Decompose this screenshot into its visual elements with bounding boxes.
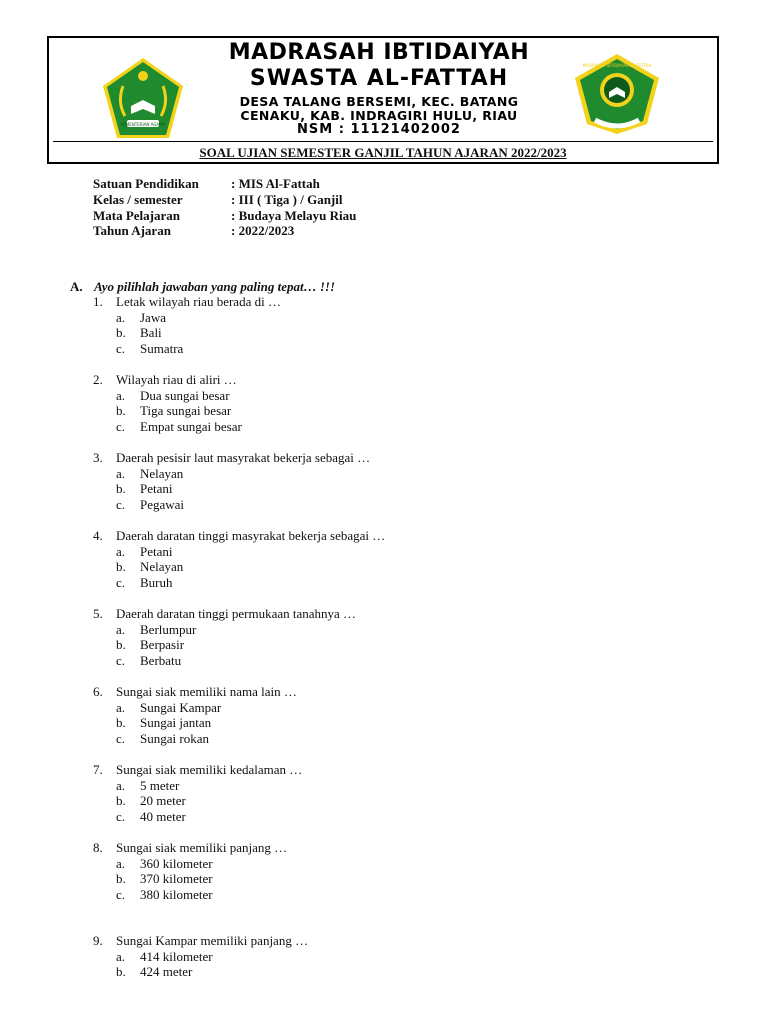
question-5 xyxy=(93,606,356,669)
option-letter: a. xyxy=(116,777,126,793)
svg-text:KEMENTERIAN AGAMA: KEMENTERIAN AGAMA xyxy=(120,122,166,127)
option-text: 380 kilometer xyxy=(140,887,213,903)
option-letter: c. xyxy=(116,341,126,357)
option-text: Bali xyxy=(140,325,162,341)
option-text: Nelayan xyxy=(140,465,184,481)
option-text: 20 meter xyxy=(140,793,186,809)
answer-option xyxy=(93,887,287,903)
question-4 xyxy=(93,528,385,591)
option-text: Dua sungai besar xyxy=(140,387,230,403)
option-letter: a. xyxy=(116,855,126,871)
question-number: 4. xyxy=(93,528,103,543)
option-letter: b. xyxy=(116,325,126,341)
option-letter: c. xyxy=(116,575,126,591)
question-number: 3. xyxy=(93,450,103,465)
exam-title: SOAL UJIAN SEMESTER GANJIL TAHUN AJARAN 2022/2023 xyxy=(199,145,567,160)
question-9 xyxy=(93,933,308,980)
answer-option xyxy=(93,637,356,653)
answer-option xyxy=(93,466,370,482)
answer-option xyxy=(93,793,302,809)
answer-option xyxy=(93,731,297,747)
option-letter: a. xyxy=(116,387,126,403)
info-value: : Budaya Melayu Riau xyxy=(231,207,357,223)
option-text: Sungai jantan xyxy=(140,715,212,731)
option-text: Berpasir xyxy=(140,637,185,653)
school-nsm: NSM : 11121402002 xyxy=(297,122,461,137)
answer-option xyxy=(93,700,297,716)
option-text: Empat sungai besar xyxy=(140,419,242,435)
option-letter: b. xyxy=(116,559,126,575)
option-text: Nelayan xyxy=(140,559,184,575)
letterhead xyxy=(47,36,719,164)
question-number: 9. xyxy=(93,933,103,948)
answer-option xyxy=(93,622,356,638)
option-letter: b. xyxy=(116,481,126,497)
answer-option xyxy=(93,388,242,404)
kemenag-logo xyxy=(101,56,185,140)
question-number: 7. xyxy=(93,762,103,777)
option-letter: b. xyxy=(116,871,126,887)
option-letter: b. xyxy=(116,715,126,731)
answer-option xyxy=(93,559,385,575)
option-letter: c. xyxy=(116,809,126,825)
answer-option xyxy=(93,310,281,326)
section-instruction: Ayo pilihlah jawaban yang paling tepat… !!! xyxy=(94,279,336,294)
answer-option xyxy=(93,809,302,825)
question-text: Daerah daratan tinggi masyrakat bekerja sebagai … xyxy=(116,528,386,543)
info-key: Tahun Ajaran xyxy=(93,223,171,239)
answer-option xyxy=(93,964,308,980)
info-row xyxy=(93,208,356,224)
option-text: Petani xyxy=(140,481,173,497)
option-letter: a. xyxy=(116,465,126,481)
option-text: Berlumpur xyxy=(140,621,197,637)
info-value: : 2022/2023 xyxy=(231,223,295,239)
question-text: Wilayah riau di aliri … xyxy=(116,372,237,387)
section-heading xyxy=(70,279,335,295)
answer-option xyxy=(93,403,242,419)
option-text: 424 meter xyxy=(140,964,193,980)
question-text: Letak wilayah riau berada di … xyxy=(116,294,281,309)
option-text: Buruh xyxy=(140,575,173,591)
option-letter: a. xyxy=(116,621,126,637)
info-key: Mata Pelajaran xyxy=(93,207,181,223)
question-6 xyxy=(93,684,297,747)
answer-option xyxy=(93,871,287,887)
question-number: 2. xyxy=(93,372,103,387)
option-text: Pegawai xyxy=(140,497,185,513)
option-text: Jawa xyxy=(140,309,166,325)
question-8 xyxy=(93,840,287,903)
question-text: Daerah daratan tinggi permukaan tanahnya … xyxy=(116,606,357,621)
info-value: : III ( Tiga ) / Ganjil xyxy=(231,191,343,207)
option-text: Berbatu xyxy=(140,653,182,669)
question-text: Sungai Kampar memiliki panjang … xyxy=(116,933,309,948)
option-letter: b. xyxy=(116,637,126,653)
option-letter: c. xyxy=(116,419,126,435)
answer-option xyxy=(93,949,308,965)
question-number: 5. xyxy=(93,606,103,621)
section-letter: A. xyxy=(70,279,83,294)
option-letter: b. xyxy=(116,964,126,980)
info-row xyxy=(93,192,356,208)
question-number: 6. xyxy=(93,684,103,699)
option-letter: a. xyxy=(116,699,126,715)
option-letter: a. xyxy=(116,948,126,964)
answer-option xyxy=(93,419,242,435)
info-row xyxy=(93,176,356,192)
question-text: Sungai siak memiliki panjang … xyxy=(116,840,288,855)
info-key: Kelas / semester xyxy=(93,191,183,207)
option-letter: b. xyxy=(116,403,126,419)
info-key: Satuan Pendidikan xyxy=(93,176,199,191)
info-value: : MIS Al-Fattah xyxy=(231,176,320,191)
answer-option xyxy=(93,856,287,872)
question-number: 1. xyxy=(93,294,103,309)
svg-text:MADRASAH IBTIDAIYAH AL-FATTAH: MADRASAH IBTIDAIYAH AL-FATTAH xyxy=(582,63,652,68)
school-name-line1: MADRASAH IBTIDAIYAH xyxy=(228,40,530,65)
answer-option xyxy=(93,653,356,669)
option-letter: a. xyxy=(116,543,126,559)
option-letter: c. xyxy=(116,731,126,747)
question-3 xyxy=(93,450,370,513)
option-text: 360 kilometer xyxy=(140,855,213,871)
question-number: 8. xyxy=(93,840,103,855)
answer-option xyxy=(93,341,281,357)
exam-info xyxy=(93,176,356,239)
question-1 xyxy=(93,294,281,357)
school-name-line2: SWASTA AL-FATTAH xyxy=(249,66,509,91)
option-letter: c. xyxy=(116,653,126,669)
answer-option xyxy=(93,497,370,513)
school-address-line2: CENAKU, KAB. INDRAGIRI HULU, RIAU xyxy=(240,108,518,123)
option-text: Sungai Kampar xyxy=(140,699,222,715)
answer-option xyxy=(93,544,385,560)
answer-option xyxy=(93,778,302,794)
option-letter: b. xyxy=(116,793,126,809)
answer-option xyxy=(93,481,370,497)
school-address-line1: DESA TALANG BERSEMI, KEC. BATANG xyxy=(239,94,519,109)
header-divider xyxy=(53,141,713,142)
answer-option xyxy=(93,575,385,591)
question-text: Daerah pesisir laut masyrakat bekerja sebagai … xyxy=(116,450,371,465)
option-text: 40 meter xyxy=(140,809,186,825)
option-text: Sungai rokan xyxy=(140,731,209,747)
option-letter: a. xyxy=(116,309,126,325)
option-text: 414 kilometer xyxy=(140,948,213,964)
option-text: 370 kilometer xyxy=(140,871,213,887)
option-letter: c. xyxy=(116,497,126,513)
option-text: Tiga sungai besar xyxy=(140,403,232,419)
question-2 xyxy=(93,372,242,435)
option-letter: c. xyxy=(116,887,126,903)
option-text: Sumatra xyxy=(140,341,184,357)
question-text: Sungai siak memiliki nama lain … xyxy=(116,684,297,699)
madrasah-logo xyxy=(571,52,663,136)
option-text: 5 meter xyxy=(140,777,180,793)
answer-option xyxy=(93,325,281,341)
answer-option xyxy=(93,715,297,731)
option-text: Petani xyxy=(140,543,173,559)
question-text: Sungai siak memiliki kedalaman … xyxy=(116,762,303,777)
info-row xyxy=(93,223,356,239)
question-7 xyxy=(93,762,302,825)
